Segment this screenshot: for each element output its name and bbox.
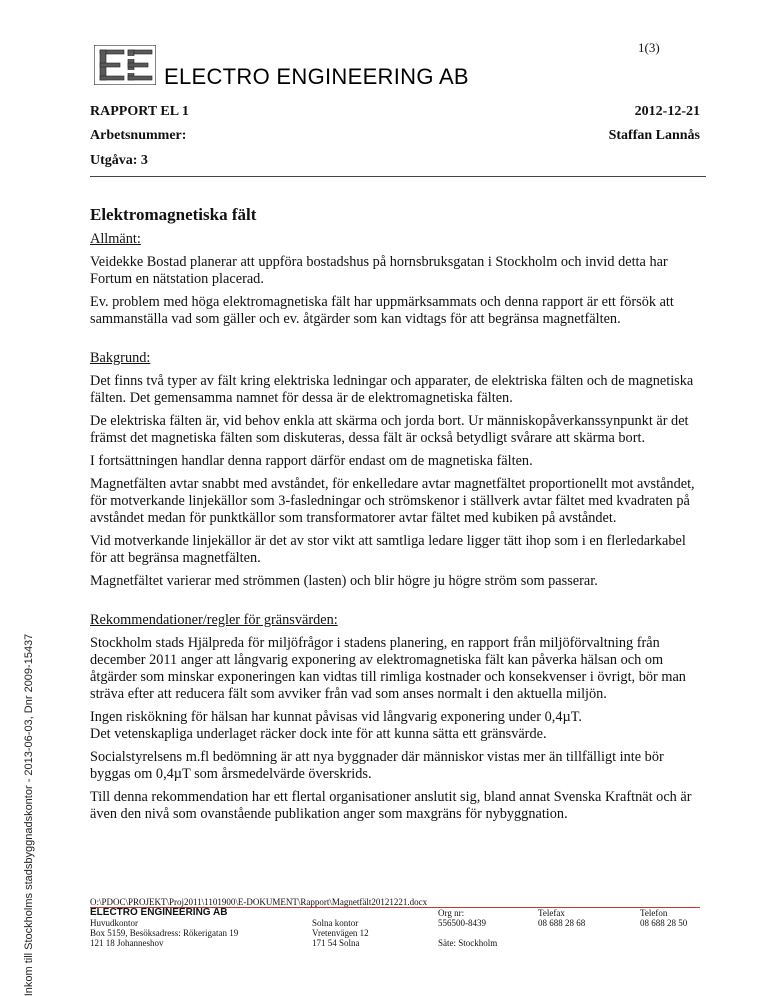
paragraph: Veidekke Bostad planerar att uppföra bostadshus på hornsbruksgatan i Stockholm och invid detta har Fortum en nätstation placerad. [90, 254, 668, 287]
company-logo-icon [94, 45, 156, 85]
footer-hq-label: Huvudkontor [90, 918, 138, 928]
paragraph: Socialstyrelsens m.fl bedömning är att nya byggnader där människor vistas mer än tillfälligt inte bör byggas om 0,4µT som årsmedelvärde överskrids. [90, 749, 664, 782]
company-name: ELECTRO ENGINEERING AB [164, 64, 469, 89]
footer-seat: Säte: Stockholm [438, 938, 498, 948]
file-path: O:\PDOC\PROJEKT\Proj2011\1101900\E-DOKUMENT\Rapport\Magnetfält20121221.docx [90, 897, 428, 907]
footer-hq [90, 908, 238, 948]
received-stamp-text: Inkom till Stockholms stadsbyggnadskontor - 2013-06-03, Dnr 2009-15437 [23, 633, 35, 996]
footer-solna-street: Vretenvägen 12 [312, 928, 369, 938]
section-heading-recommendations: Rekommendationer/regler för gränsvärden: [90, 612, 338, 628]
footer-company: ELECTRO ENGINEERING AB [90, 907, 228, 918]
author-name: Staffan Lannås [608, 128, 700, 143]
report-id-row [90, 104, 700, 120]
paragraph: Ev. problem med höga elektromagnetiska fält har uppmärksammats och denna rapport är ett försök att sammanställa vad som gäller och ev. åtgärder som kan vidtags för att begränsa magnetfälten. [90, 294, 674, 327]
section-heading-general: Allmänt: [90, 231, 141, 247]
footer-solna [312, 918, 369, 948]
footer-hq-address: Box 5159, Besöksadress: Rökerigatan 19 [90, 928, 239, 938]
footer-phone-label: Telefon [640, 908, 668, 918]
paragraph: De elektriska fälten är, vid behov enkla att skärma och jorda bort. Ur människopåverkanssynpunkt är det främst det magnetiska fälten som diskuteras, dessa fält är också betydligt svårare att skärma bort. [90, 413, 689, 446]
footer-org-number: 556500-8439 [438, 918, 486, 928]
footer-solna-label: Solna kontor [312, 918, 359, 928]
work-number-label: Arbetsnummer: [90, 128, 187, 143]
report-id: RAPPORT EL 1 [90, 104, 189, 119]
paragraph: Vid motverkande linjekällor är det av stor vikt att samtliga ledare ligger tätt ihop som i en flerledarkabel för att begränsa magnetfälten. [90, 533, 686, 566]
header-divider [90, 176, 706, 177]
paragraph: Stockholm stads Hjälpreda för miljöfrågor i stadens planering, en rapport från miljöförvaltning från december 2011 anger att långvarig exponering av elektromagnetiska fält kan påverka hälsan och om åtgärder som minskar exponeringen kan vidtas till rimliga kostnader och konsekvenser i övrigt, bör man sträva efter att reducera fält som avviker från vad som anses normalt i den aktuella miljön. [90, 635, 686, 702]
paragraph: Magnetfältet varierar med strömmen (lasten) och blir högre ju högre ström som passerar. [90, 573, 598, 589]
section-heading-background: Bakgrund: [90, 350, 151, 366]
paragraph-line: Det vetenskapliga underlaget räcker dock inte för att kunna sätta ett gränsvärde. [90, 726, 547, 742]
document-title: Elektromagnetiska fält [90, 205, 257, 224]
received-stamp [14, 633, 44, 996]
edition-row [90, 153, 700, 169]
footer-phone-number: 08 688 28 50 [640, 918, 688, 928]
work-number-row [90, 128, 700, 144]
page-footer [90, 897, 706, 948]
paragraph: Till denna rekommendation har ett flertal organisationer anslutit sig, bland annat Svenska Kraftnät och är även den nivå som ovanstående publikation anger som maxgräns för nybyggnation. [90, 789, 692, 822]
paragraph: Magnetfälten avtar snabbt med avståndet, för enkelledare avtar magnetfältet proportionellt mot avståndet, för motverkande linjekällor som 3-fasledningar och strömskenor i ställverk avtar fältet med kvadraten på avståndet medan för punktkällor som transformatorer avtar fältet med kubiken på avståndet. [90, 476, 695, 526]
paragraph-line: Ingen riskökning för hälsan har kunnat påvisas vid långvarig exponering under 0,4µT. [90, 709, 582, 725]
footer-solna-postal: 171 54 Solna [312, 938, 360, 948]
footer-fax-label: Telefax [538, 908, 565, 918]
footer-hq-postal: 121 18 Johanneshov [90, 938, 164, 948]
report-date: 2012-12-21 [634, 104, 700, 119]
edition: Utgåva: 3 [90, 153, 148, 168]
paragraph: Det finns två typer av fält kring elektriska ledningar och apparater, de elektriska fälten och de magnetiska fälten. Det gemensamma namnet för dessa är de elektromagnetiska fälten. [90, 373, 694, 406]
paragraph [90, 709, 702, 743]
paragraph: I fortsättningen handlar denna rapport därför endast om de magnetiska fälten. [90, 453, 533, 469]
footer-org-label: Org nr: [438, 908, 465, 918]
report-body [90, 205, 702, 829]
footer-phone [640, 908, 687, 928]
footer-fax-number: 08 688 28 68 [538, 918, 586, 928]
footer-org [438, 908, 497, 948]
footer-fax [538, 908, 585, 928]
page-number: 1(3) [638, 40, 660, 55]
